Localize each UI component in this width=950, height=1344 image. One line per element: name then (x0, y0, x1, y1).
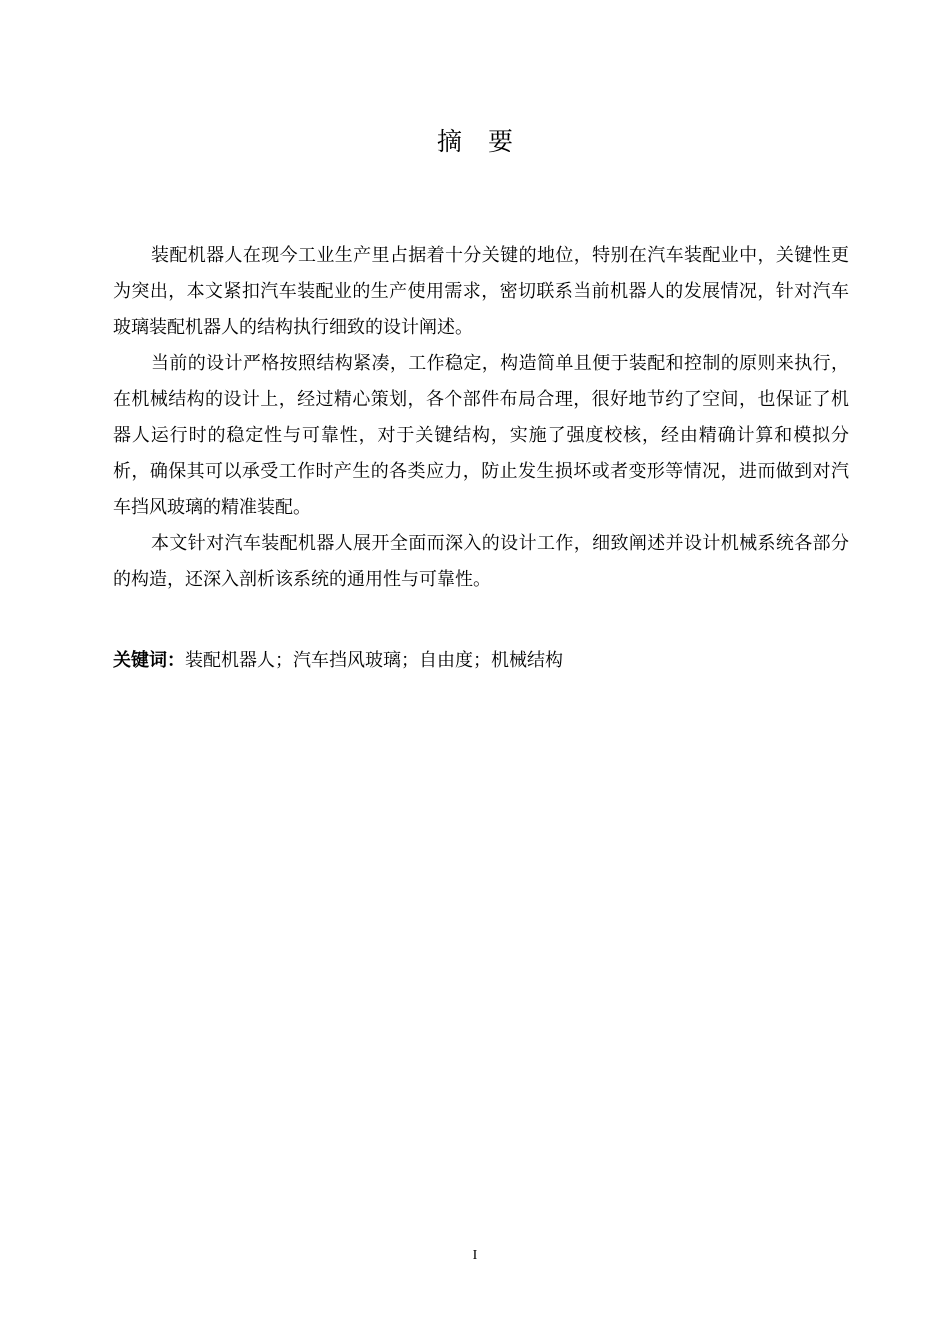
page-title: 摘要 (436, 127, 539, 156)
keywords-value: 装配机器人；汽车挡风玻璃；自由度；机械结构 (185, 650, 563, 671)
page-number: I (472, 1248, 478, 1263)
abstract-paragraph-3: 本文针对汽车装配机器人展开全面而深入的设计工作，细致阐述并设计机械系统各部分的构造，还深入剖析该系统的通用性与可靠性。 (113, 533, 849, 590)
abstract-body (113, 238, 849, 598)
abstract-paragraph-1: 装配机器人在现今工业生产里占据着十分关键的地位，特别在汽车装配业中，关键性更为突出，本文紧扣汽车装配业的生产使用需求，密切联系当前机器人的发展情况，针对汽车玻璃装配机器人的结构执行细致的设计阐述。 (113, 245, 849, 338)
keywords-label: 关键词： (113, 650, 185, 671)
abstract-paragraph-2: 当前的设计严格按照结构紧凑，工作稳定，构造简单且便于装配和控制的原则来执行，在机械结构的设计上，经过精心策划，各个部件布局合理，很好地节约了空间，也保证了机器人运行时的稳定性与可靠性，对于关键结构，实施了强度校核，经由精确计算和模拟分析，确保其可以承受工作时产生的各类应力，防止发生损坏或者变形等情况，进而做到对汽车挡风玻璃的精准装配。 (113, 353, 849, 518)
keywords-line (113, 643, 849, 679)
